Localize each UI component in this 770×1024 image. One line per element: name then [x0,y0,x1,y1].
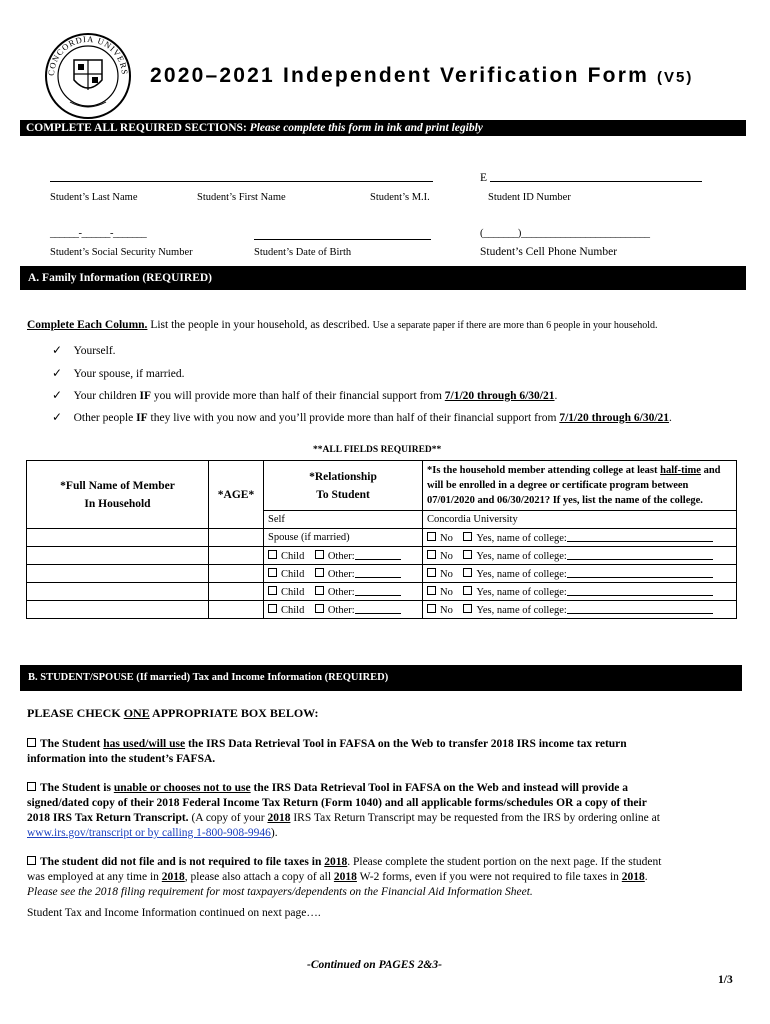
irs-transcript-link[interactable]: www.irs.gov/transcript or by calling 1-800-908-9946 [27,827,271,839]
name-line[interactable] [50,181,433,182]
other-checkbox[interactable] [315,568,324,577]
age-cell[interactable] [209,583,264,601]
section-a-intro: Complete Each Column. List the people in your household, as described. Use a separate paper if there are more than 6 people in your household. [27,319,658,331]
yes-checkbox[interactable] [463,568,472,577]
continued-next-note: Student Tax and Income Information continued on next page…. [27,907,321,919]
col-age-header: *AGE* [209,461,264,529]
name-cell[interactable] [27,583,209,601]
college-name-blank[interactable] [567,595,713,596]
relationship-self: Self [264,511,423,529]
other-blank[interactable] [355,613,401,614]
student-id-line[interactable] [490,181,702,182]
no-checkbox[interactable] [427,532,436,541]
child-checkbox[interactable] [268,550,277,559]
check-one-heading: PLEASE CHECK ONE APPROPRIATE BOX BELOW: [27,706,319,720]
dob-label: Student’s Date of Birth [254,247,352,258]
continued-pages-note: -Continued on PAGES 2&3- [307,959,442,971]
name-cell[interactable] [27,529,209,547]
no-checkbox[interactable] [427,568,436,577]
student-id-label: Student ID Number [488,192,571,203]
college-self: Concordia University [423,511,737,529]
list-item: ✓ Yourself. [52,343,116,357]
list-item: ✓ Other people IF they live with you now and you’ll provide more than half of their financial support from 7/1/20 through 6/30/21. [52,410,672,424]
ssn-label: Student’s Social Security Number [50,247,193,258]
other-checkbox[interactable] [315,604,324,613]
option-2-checkbox[interactable] [27,782,36,791]
table-row [27,601,737,619]
relationship-cell: Child Other: [264,547,423,565]
mi-label: Student’s M.I. [370,192,430,203]
first-name-label: Student’s First Name [197,192,286,203]
no-checkbox[interactable] [427,586,436,595]
option-not-required-to-file: The student did not file and is not required to file taxes in 2018. Please complete the student portion on the next page. If the student was employed at any time in 2018, please also attach a copy of all 2018 W-2 forms, even if you were not required to file taxes in 2018. Please see the 2018 filing requirement for most taxpayers/dependents on the Financial Aid Information Sheet. [27,856,662,898]
table-row [27,583,737,601]
no-checkbox[interactable] [427,550,436,559]
table-row [27,547,737,565]
college-name-blank[interactable] [567,613,713,614]
relationship-cell: Child Other: [264,565,423,583]
college-cell[interactable]: No Yes, name of college: [423,565,737,583]
dob-line[interactable] [254,239,431,240]
section-b-header: B. STUDENT/SPOUSE (If married) Tax and Income Information (REQUIRED) [20,665,742,691]
other-checkbox[interactable] [315,550,324,559]
university-seal-logo [44,32,132,120]
checkmark-icon: ✓ [52,410,63,424]
option-3-checkbox[interactable] [27,856,36,865]
age-cell[interactable] [209,529,264,547]
student-id-prefix: E [480,172,488,184]
svg-text:CONCORDIA UNIVERSITY: CONCORDIA UNIVERS [45,33,131,77]
phone-label: Student’s Cell Phone Number [480,246,618,258]
relationship-spouse: Spouse (if married) [264,529,423,547]
yes-checkbox[interactable] [463,586,472,595]
college-name-blank[interactable] [567,577,713,578]
age-cell[interactable] [209,601,264,619]
yes-checkbox[interactable] [463,532,472,541]
option-drt-used: The Student has used/will use the IRS Data Retrieval Tool in FAFSA on the Web to transfer 2018 IRS income tax return information into the student’s FAFSA. [27,738,627,765]
table-row [27,565,737,583]
name-cell[interactable] [27,547,209,565]
child-checkbox[interactable] [268,586,277,595]
list-item: ✓ Your children IF you will provide more than half of their financial support from 7/1/20 through 6/30/21. [52,388,558,402]
child-checkbox[interactable] [268,568,277,577]
other-blank[interactable] [355,577,401,578]
col-name-header: *Full Name of Member In Household [27,461,209,529]
ssn-field[interactable]: ______-______-_______ [50,228,147,239]
instructions-bar: COMPLETE ALL REQUIRED SECTIONS: Please complete this form in ink and print legibly [20,120,746,136]
yes-checkbox[interactable] [463,604,472,613]
college-cell[interactable]: No Yes, name of college: [423,601,737,619]
page-number: 1/3 [718,974,733,986]
other-blank[interactable] [355,559,401,560]
phone-field[interactable]: (_______)__________________________ [480,228,650,239]
yes-checkbox[interactable] [463,550,472,559]
college-cell[interactable]: No Yes, name of college: [423,583,737,601]
child-checkbox[interactable] [268,604,277,613]
household-table [26,460,737,619]
checkmark-icon: ✓ [52,343,63,357]
option-tax-return-copy: The Student is unable or chooses not to use the IRS Data Retrieval Tool in FAFSA on the Web and instead will provide a signed/dated copy of their 2018 Federal Income Tax Return (Form 1040) and all applicable forms/schedules OR a copy of their 2018 IRS Tax Return Transcript. (A copy of your 2018 IRS Tax Return Transcript may be requested from the IRS by ordering online at www.irs.gov/transcript or by calling 1-800-908-9946). [27,782,660,839]
col-relationship-header: *Relationship To Student [264,461,423,511]
relationship-cell: Child Other: [264,601,423,619]
no-checkbox[interactable] [427,604,436,613]
college-cell[interactable]: No Yes, name of college: [423,547,737,565]
section-a-header: A. Family Information (REQUIRED) [20,266,746,290]
name-cell[interactable] [27,601,209,619]
fields-required-note: **ALL FIELDS REQUIRED** [313,445,442,455]
relationship-cell: Child Other: [264,583,423,601]
other-checkbox[interactable] [315,586,324,595]
col-college-header: *Is the household member attending college at least half-time and will be enrolled in a degree or certificate program between 07/01/2020 and 06/30/2021? If yes, list the name of the college. [423,461,737,511]
college-name-blank[interactable] [567,541,713,542]
last-name-label: Student’s Last Name [50,192,138,203]
checkmark-icon: ✓ [52,366,63,380]
college-name-blank[interactable] [567,559,713,560]
form-title: 2020–2021 Independent Verification Form (V5) [150,64,694,87]
age-cell[interactable] [209,547,264,565]
option-1-checkbox[interactable] [27,738,36,747]
college-cell[interactable]: No Yes, name of college: [423,529,737,547]
age-cell[interactable] [209,565,264,583]
name-cell[interactable] [27,565,209,583]
checkmark-icon: ✓ [52,388,63,402]
table-row [27,529,737,547]
list-item: ✓ Your spouse, if married. [52,366,185,380]
other-blank[interactable] [355,595,401,596]
